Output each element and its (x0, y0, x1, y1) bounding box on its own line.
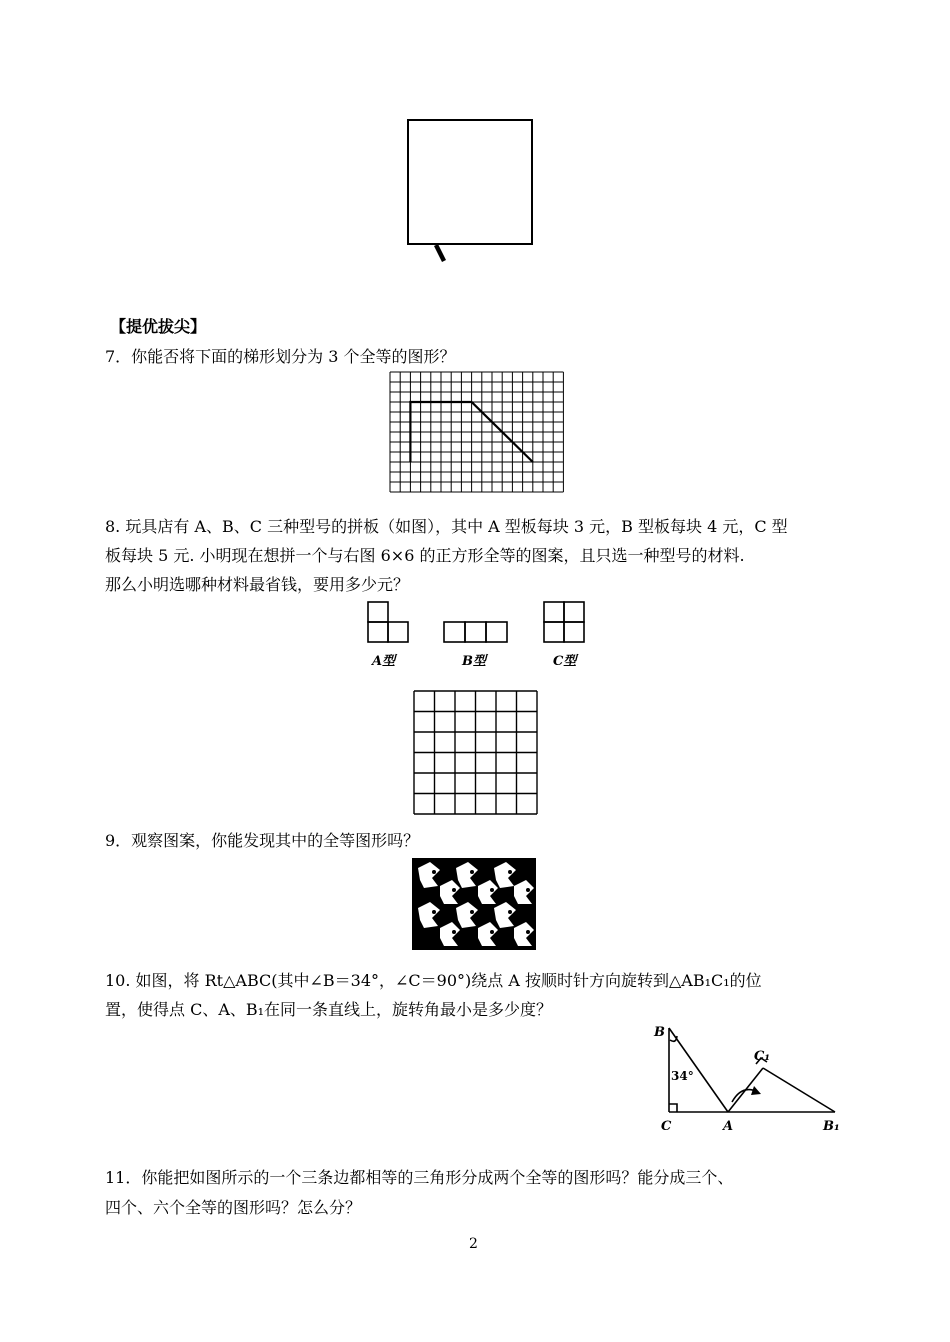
question-8-line-2: 板每块 5 元. 小明现在想拼一个与右图 6×6 的正方形全等的图案，且只选一种型号的材料. (105, 546, 745, 565)
piece-b-label: B型 (462, 654, 486, 669)
piece-c-figure (540, 600, 590, 646)
page-number: 2 (469, 1236, 478, 1252)
piece-a-figure (364, 600, 414, 646)
question-8-line-3: 那么小明选哪种材料最省钱，要用多少元？ (105, 575, 410, 594)
question-10-line-2: 置，使得点 C、A、B₁在同一条直线上，旋转角最小是多少度？ (105, 1000, 553, 1019)
point-c1-label: C₁ (754, 1049, 771, 1064)
piece-b-figure (440, 618, 510, 646)
point-a-label: A (723, 1119, 734, 1134)
question-11-line-1: 11．你能把如图所示的一个三条边都相等的三角形分成两个全等的图形吗？能分成三个、 (105, 1168, 734, 1187)
question-8-line-1: 8. 玩具店有 A、B、C 三种型号的拼板（如图），其中 A 型板每块 3 元，B 型板每块 4 元，C 型 (105, 517, 788, 536)
question-9: 9．观察图案，你能发现其中的全等图形吗？ (105, 831, 420, 850)
tessellation-pattern-figure (410, 856, 538, 952)
triangle-rotation-figure (650, 1020, 850, 1138)
six-by-six-grid-figure (412, 689, 542, 817)
piece-c-label: C型 (553, 654, 577, 669)
angle-label: 34° (671, 1069, 694, 1083)
point-c-label: C (661, 1119, 672, 1134)
question-10-line-1: 10. 如图，将 Rt△ABC(其中∠B＝34°，∠C＝90°)绕点 A 按顺时针方向旋转到△AB₁C₁的位 (105, 971, 762, 990)
question-7: 7．你能否将下面的梯形划分为 3 个全等的图形？ (105, 347, 456, 366)
point-b-label: B (654, 1025, 665, 1040)
point-b1-label: B₁ (823, 1119, 840, 1134)
square-figure (400, 112, 545, 264)
trapezoid-grid-figure (388, 370, 566, 494)
question-11-line-2: 四个、六个全等的图形吗？怎么分？ (105, 1198, 362, 1217)
section-heading: 【提优拔尖】 (110, 317, 207, 336)
piece-a-label: A型 (372, 654, 396, 669)
